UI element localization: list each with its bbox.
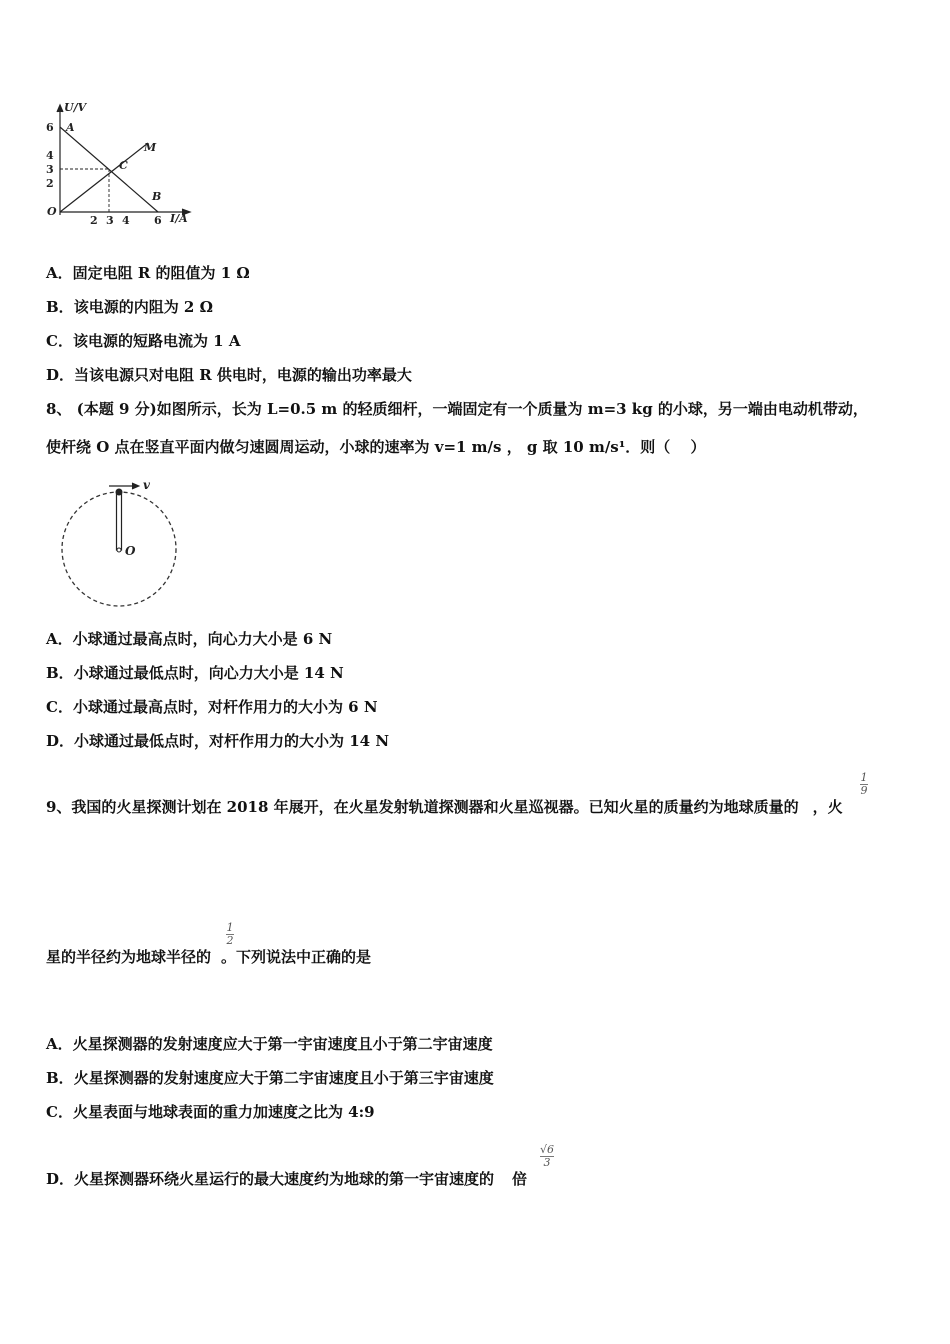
q7-option-d[interactable]: D．当该电源只对电阻 R 供电时，电源的输出功率最大 (46, 366, 412, 384)
q7-option-c[interactable]: C．该电源的短路电流为 1 A (46, 332, 241, 350)
point-c-label: C (119, 159, 128, 172)
y-tick-2: 2 (46, 177, 54, 190)
ball (116, 489, 123, 496)
point-b-label: B (152, 190, 162, 203)
u-i-graph (40, 100, 200, 230)
x-tick-3: 3 (106, 214, 114, 227)
x-tick-6: 6 (154, 214, 162, 227)
q9-option-d-fraction: √6 3 (540, 1143, 555, 1169)
q7-option-a[interactable]: A．固定电阻 R 的阻值为 1 Ω (46, 264, 250, 282)
line-m-label: M (144, 141, 157, 154)
pivot (117, 548, 121, 552)
point-a-label: A (66, 121, 75, 134)
center-label: O (125, 544, 136, 558)
y-tick-4: 4 (46, 149, 54, 162)
q9-option-c[interactable]: C．火星表面与地球表面的重力加速度之比为 4:9 (46, 1103, 375, 1121)
velocity-label: v (143, 478, 150, 492)
x-tick-4: 4 (122, 214, 130, 227)
line-OM (60, 143, 148, 212)
q7-option-b[interactable]: B．该电源的内阻为 2 Ω (46, 298, 213, 316)
q9-stem-line2: 星的半径约为地球半径的 。下列说法中正确的是 (46, 948, 372, 966)
q9-option-a[interactable]: A．火星探测器的发射速度应大于第一宇宙速度且小于第二宇宙速度 (46, 1035, 493, 1053)
q9-option-b[interactable]: B．火星探测器的发射速度应大于第二宇宙速度且小于第三宇宙速度 (46, 1069, 494, 1087)
circular-motion-figure (55, 478, 185, 613)
q8-option-d[interactable]: D．小球通过最低点时，对杆作用力的大小为 14 N (46, 732, 390, 750)
y-tick-6: 6 (46, 121, 54, 134)
q9-fraction-radius: 1 2 (226, 921, 234, 947)
origin-label: O (47, 205, 57, 218)
x-axis-label: I/A (170, 212, 188, 225)
y-axis-label: U/V (64, 101, 87, 114)
y-tick-3: 3 (46, 163, 54, 176)
q8-stem-line1: 8、 (本题 9 分)如图所示，长为 L=0.5 m 的轻质细杆，一端固定有一个质量为 m=3 kg 的小球，另一端由电动机带动， (46, 400, 868, 418)
q8-stem-line2: 使杆绕 O 点在竖直平面内做匀速圆周运动，小球的速率为 v=1 m/s ， g 取 10 m/s¹．则（ ） (46, 438, 706, 456)
x-tick-2: 2 (90, 214, 98, 227)
q9-stem-line1: 9、我国的火星探测计划在 2018 年展开，在火星发射轨道探测器和火星巡视器。已知火星的质量约为地球质量的 ，火 (46, 798, 843, 816)
q8-option-b[interactable]: B．小球通过最低点时，向心力大小是 14 N (46, 664, 344, 682)
q9-option-d[interactable]: D．火星探测器环绕火星运行的最大速度约为地球的第一宇宙速度的 倍 (46, 1170, 528, 1188)
q9-fraction-mass: 1 9 (860, 771, 868, 797)
light-rod (117, 492, 122, 550)
q8-option-a[interactable]: A．小球通过最高点时，向心力大小是 6 N (46, 630, 333, 648)
q8-option-c[interactable]: C．小球通过最高点时，对杆作用力的大小为 6 N (46, 698, 378, 716)
